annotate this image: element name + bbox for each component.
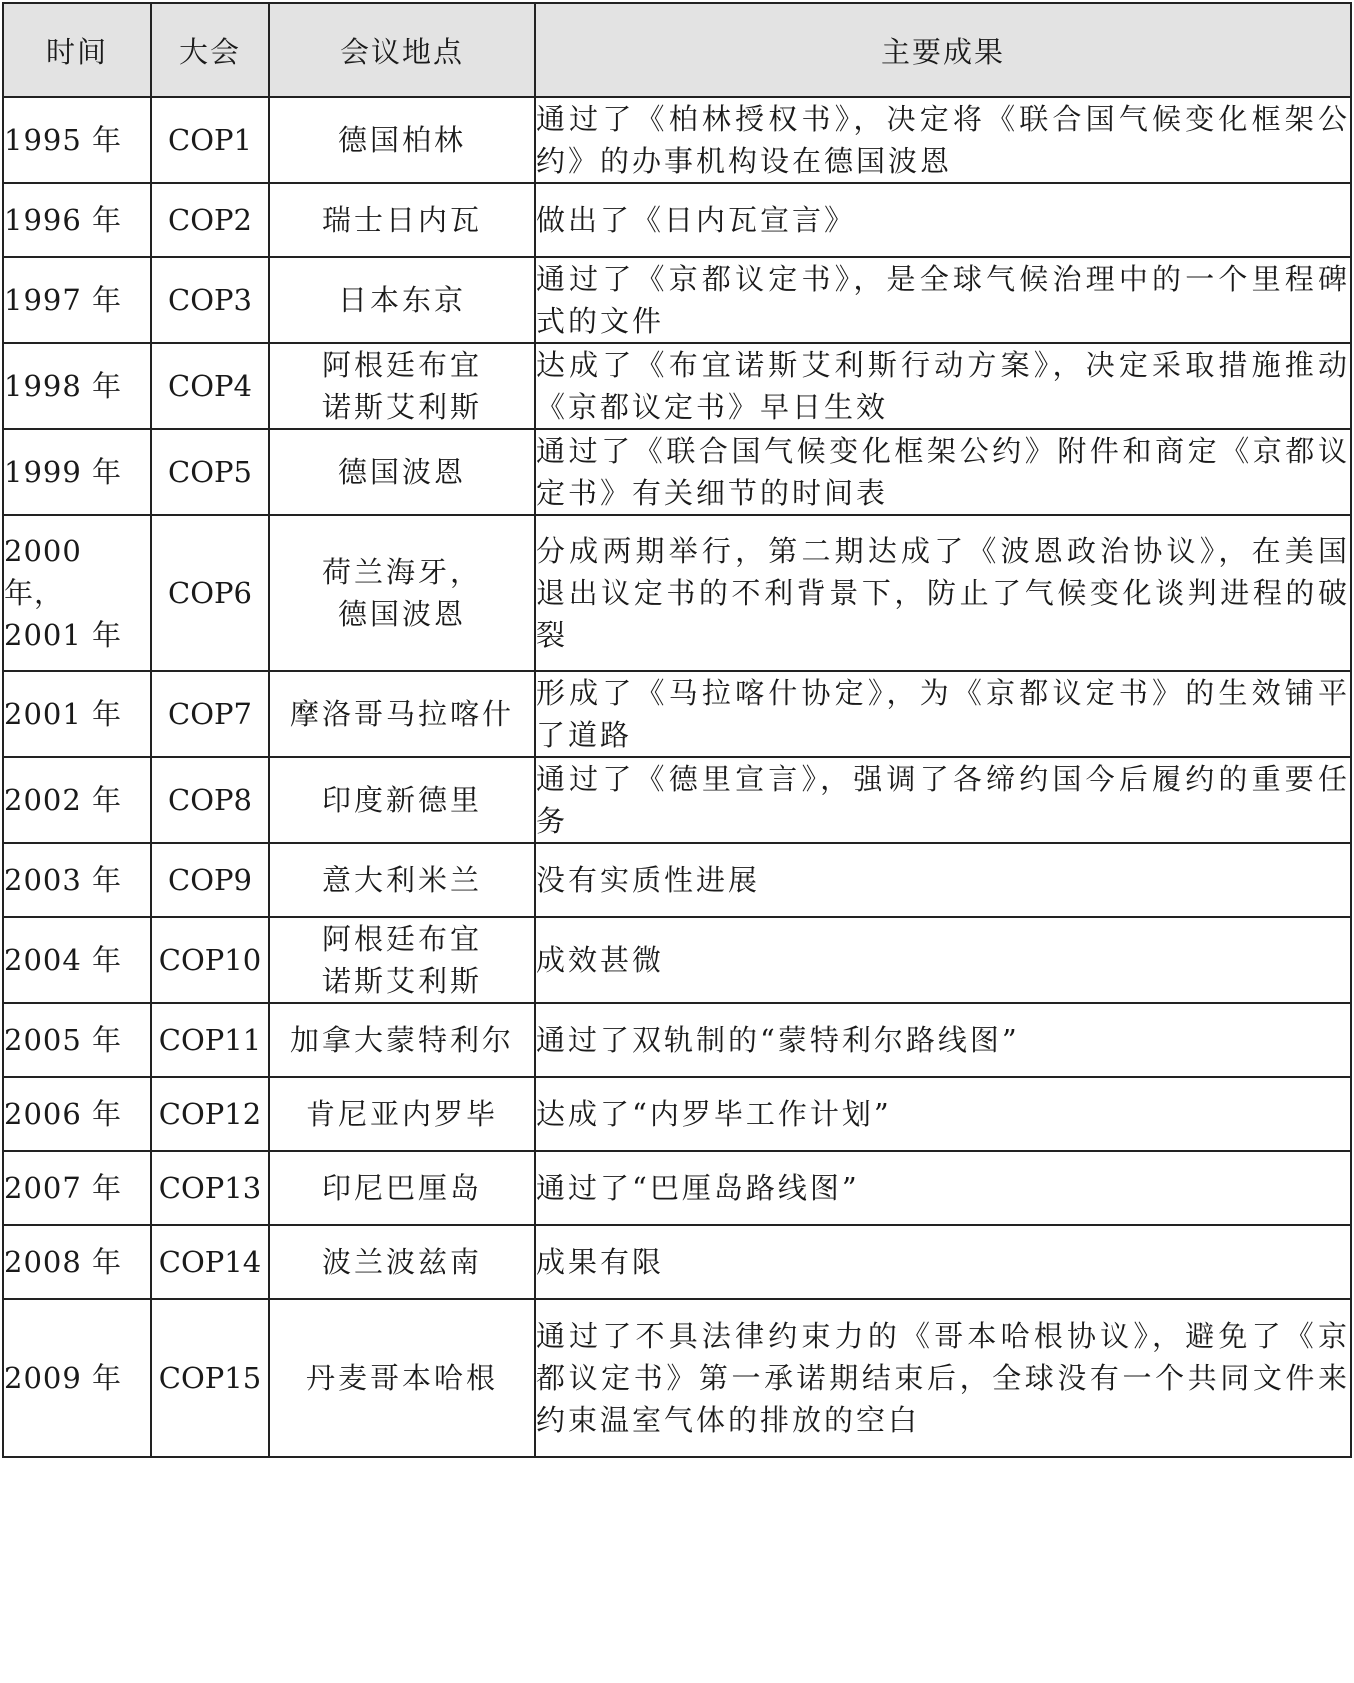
cell-year: 1997 年	[3, 257, 151, 343]
cell-outcome: 通过了《柏林授权书》，决定将《联合国气候变化框架公约》的办事机构设在德国波恩	[535, 97, 1351, 183]
cell-conference: COP1	[151, 97, 269, 183]
cell-outcome: 形成了《马拉喀什协定》，为《京都议定书》的生效铺平了道路	[535, 671, 1351, 757]
cell-location: 印度新德里	[269, 757, 535, 843]
cell-outcome: 通过了双轨制的“蒙特利尔路线图”	[535, 1003, 1351, 1077]
cell-location: 丹麦哥本哈根	[269, 1299, 535, 1457]
table-row	[3, 183, 1351, 257]
cell-conference: COP15	[151, 1299, 269, 1457]
cell-conference: COP4	[151, 343, 269, 429]
cell-year: 2004 年	[3, 917, 151, 1003]
cell-location: 德国波恩	[269, 429, 535, 515]
cell-location: 印尼巴厘岛	[269, 1151, 535, 1225]
header-outcome: 主要成果	[535, 3, 1351, 97]
cell-conference: COP7	[151, 671, 269, 757]
table-row	[3, 917, 1351, 1003]
cell-location: 波兰波兹南	[269, 1225, 535, 1299]
cell-year: 1998 年	[3, 343, 151, 429]
cell-outcome: 达成了“内罗毕工作计划”	[535, 1077, 1351, 1151]
table-row	[3, 757, 1351, 843]
header-conference: 大会	[151, 3, 269, 97]
cell-conference: COP11	[151, 1003, 269, 1077]
cell-outcome: 通过了《联合国气候变化框架公约》附件和商定《京都议定书》有关细节的时间表	[535, 429, 1351, 515]
cell-conference: COP13	[151, 1151, 269, 1225]
table-row	[3, 429, 1351, 515]
cell-location: 阿根廷布宜 诺斯艾利斯	[269, 917, 535, 1003]
cell-year: 2001 年	[3, 671, 151, 757]
table-header-row	[3, 3, 1351, 97]
table-row	[3, 671, 1351, 757]
cell-year: 2002 年	[3, 757, 151, 843]
cell-outcome: 通过了“巴厘岛路线图”	[535, 1151, 1351, 1225]
cell-location: 德国柏林	[269, 97, 535, 183]
cell-outcome: 成果有限	[535, 1225, 1351, 1299]
cell-outcome: 通过了《京都议定书》，是全球气候治理中的一个里程碑式的文件	[535, 257, 1351, 343]
cell-outcome: 成效甚微	[535, 917, 1351, 1003]
cell-location: 荷兰海牙， 德国波恩	[269, 515, 535, 671]
cell-location: 日本东京	[269, 257, 535, 343]
cell-year: 2006 年	[3, 1077, 151, 1151]
cell-year: 2000 年， 2001 年	[3, 515, 151, 671]
cell-outcome: 通过了《德里宣言》，强调了各缔约国今后履约的重要任务	[535, 757, 1351, 843]
cell-year: 2007 年	[3, 1151, 151, 1225]
cell-location: 摩洛哥马拉喀什	[269, 671, 535, 757]
cell-outcome: 达成了《布宜诺斯艾利斯行动方案》，决定采取措施推动《京都议定书》早日生效	[535, 343, 1351, 429]
table-row	[3, 1077, 1351, 1151]
cop-conference-table	[2, 2, 1352, 1458]
cell-conference: COP14	[151, 1225, 269, 1299]
cell-year: 2005 年	[3, 1003, 151, 1077]
table-row	[3, 343, 1351, 429]
cell-conference: COP2	[151, 183, 269, 257]
cell-conference: COP12	[151, 1077, 269, 1151]
cell-conference: COP5	[151, 429, 269, 515]
cell-conference: COP8	[151, 757, 269, 843]
table-row	[3, 1151, 1351, 1225]
table-row	[3, 97, 1351, 183]
table-row	[3, 843, 1351, 917]
cell-year: 1999 年	[3, 429, 151, 515]
cell-location: 加拿大蒙特利尔	[269, 1003, 535, 1077]
table-row	[3, 257, 1351, 343]
cell-conference: COP9	[151, 843, 269, 917]
header-time: 时间	[3, 3, 151, 97]
cell-year: 1995 年	[3, 97, 151, 183]
table-row	[3, 1225, 1351, 1299]
table-row	[3, 1299, 1351, 1457]
cell-location: 阿根廷布宜 诺斯艾利斯	[269, 343, 535, 429]
cell-conference: COP10	[151, 917, 269, 1003]
cell-conference: COP6	[151, 515, 269, 671]
cell-outcome: 通过了不具法律约束力的《哥本哈根协议》，避免了《京都议定书》第一承诺期结束后，全球没有一个共同文件来约束温室气体的排放的空白	[535, 1299, 1351, 1457]
cell-outcome: 没有实质性进展	[535, 843, 1351, 917]
cell-year: 2009 年	[3, 1299, 151, 1457]
cell-location: 肯尼亚内罗毕	[269, 1077, 535, 1151]
header-location: 会议地点	[269, 3, 535, 97]
cell-location: 瑞士日内瓦	[269, 183, 535, 257]
cell-outcome: 做出了《日内瓦宣言》	[535, 183, 1351, 257]
table-row	[3, 1003, 1351, 1077]
cell-year: 2003 年	[3, 843, 151, 917]
cell-year: 1996 年	[3, 183, 151, 257]
cell-conference: COP3	[151, 257, 269, 343]
cell-location: 意大利米兰	[269, 843, 535, 917]
table-row	[3, 515, 1351, 671]
cell-outcome: 分成两期举行，第二期达成了《波恩政治协议》，在美国退出议定书的不利背景下，防止了气候变化谈判进程的破裂	[535, 515, 1351, 671]
cell-year: 2008 年	[3, 1225, 151, 1299]
